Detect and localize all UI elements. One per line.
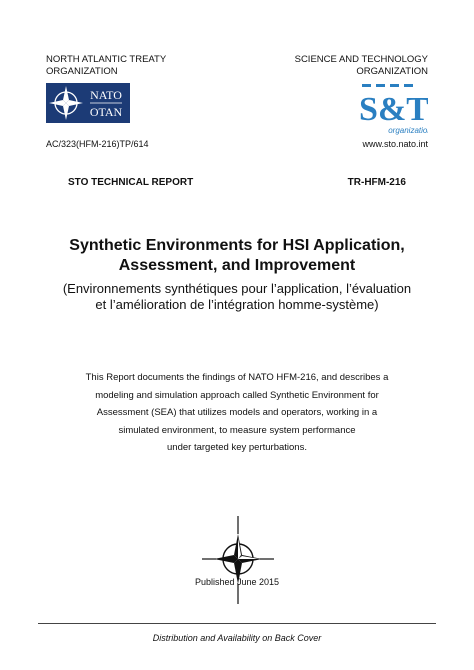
abstract-line: modeling and simulation approach called Synthetic Environment for [95, 389, 379, 401]
sto-logo-tag: organization [388, 126, 428, 135]
report-subtitle [40, 281, 434, 313]
report-title [40, 236, 434, 276]
sto-logo-text: S&T [359, 91, 428, 128]
distribution-note: Distribution and Availability on Back Cover [152, 633, 322, 643]
nato-org-line2: ORGANIZATION [46, 66, 118, 77]
nato-logo-text-bottom: OTAN [89, 105, 123, 119]
abstract-line: This Report documents the findings of NATO HFM-216, and describes a [85, 372, 389, 383]
footer-divider [38, 623, 436, 624]
report-title-line2: Assessment, and Improvement [118, 257, 356, 274]
sto-org-name [228, 54, 428, 78]
nato-logo [46, 83, 130, 123]
compass-rose-icon [200, 514, 276, 606]
sto-logo [354, 82, 428, 136]
report-number: TR-HFM-216 [347, 177, 406, 188]
abstract-line: Assessment (SEA) that utilizes models and operators, working in a [96, 407, 378, 418]
document-reference: AC/323(HFM-216)TP/614 [46, 139, 149, 149]
report-type-label: STO TECHNICAL REPORT [68, 177, 194, 188]
sto-org-line1: SCIENCE AND TECHNOLOGY [294, 54, 428, 65]
abstract-line: under targeted key perturbations. [167, 442, 307, 453]
nato-logo-text-top: NATO [90, 88, 122, 102]
report-subtitle-line2: et l’amélioration de l’intégration homme-système) [95, 297, 379, 312]
nato-compass-icon [46, 83, 130, 123]
sto-website-link[interactable]: www.sto.nato.int [362, 139, 428, 149]
report-subtitle-line1: (Environnements synthétiques pour l’application, l’évaluation [62, 281, 412, 296]
compass-rose [200, 514, 276, 606]
report-abstract [60, 369, 414, 457]
publication-date: Published June 2015 [194, 577, 280, 587]
sto-logo-icon [354, 82, 428, 136]
nato-org-line1: NORTH ATLANTIC TREATY [46, 54, 167, 65]
report-title-line1: Synthetic Environments for HSI Application, [69, 237, 405, 254]
nato-org-name [46, 54, 246, 78]
abstract-line: simulated environment, to measure system performance [118, 424, 356, 436]
sto-org-line2: ORGANIZATION [356, 66, 428, 77]
